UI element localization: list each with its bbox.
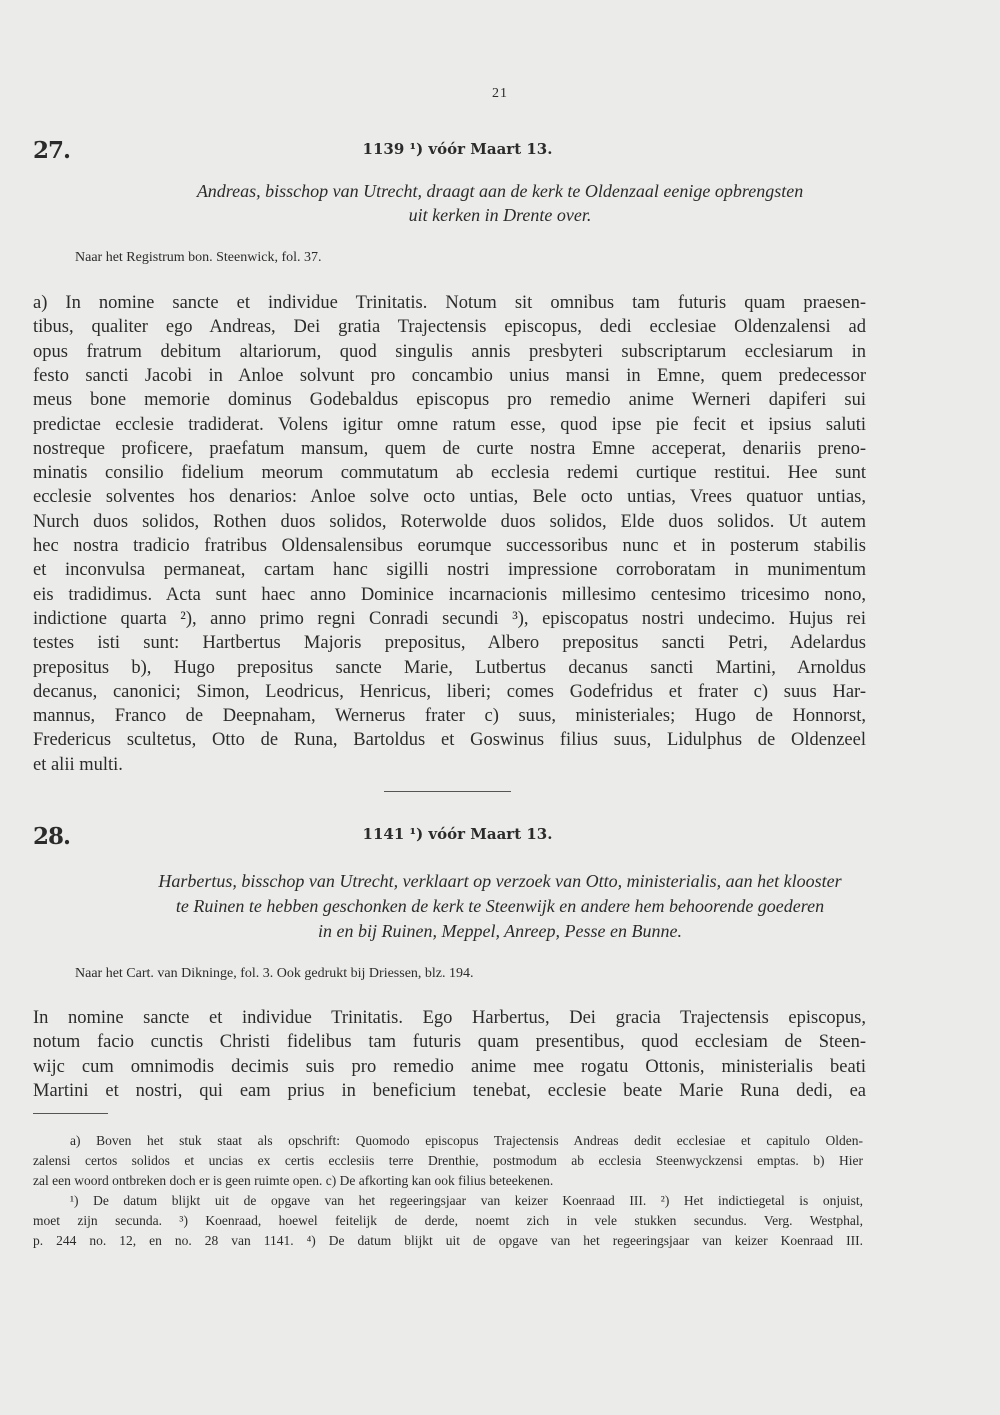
charter-28-text-line-4: Martini et nostri, qui eam prius in beneficium tenebat, ecclesie beate Marie Runa dedi, ea (33, 1080, 866, 1101)
charter-27-text-line-4: festo sancti Jacobi in Anloe solvunt pro concambio unius mansi in Emne, quem predecessor (33, 365, 866, 386)
charter-summary-28-line-1: Harbertus, bisschop van Utrecht, verklaart op verzoek van Otto, ministerialis, aan het klooster (158, 871, 842, 891)
charter-27-text-line-1: a) In nomine sancte et individue Trinitatis. Notum sit omnibus tam futuris quam praesen- (33, 293, 866, 313)
charter-28-text-line-1: In nomine sancte et individue Trinitatis. Ego Harbertus, Dei gracia Trajectensis episcopus, (33, 1008, 866, 1028)
charter-27-text-line-12: et inconvulsa permaneat, cartam hanc sigilli nostri impressione corroboratam in munimentum (33, 560, 866, 581)
charter-27-text-line-16: prepositus b), Hugo prepositus sancte Marie, Lutbertus decanus sancti Martini, Arnoldus (33, 657, 866, 678)
charter-27-text-line-18: mannus, Franco de Deepnaham, Wernerus frater c) suus, ministeriales; Hugo de Honnorst, (33, 706, 866, 727)
charter-27-text-line-13: eis tradidimus. Acta sunt haec anno Dominice incarnacionis millesimo centesimo tricesimo nono, (33, 584, 866, 605)
charter-27-text-line-15: testes isti sunt: Hartbertus Majoris prepositus, Albero prepositus sancti Petri, Adelardus (33, 633, 866, 654)
section-divider (384, 791, 511, 792)
charter-27-text-line-3: opus fratrum debitum altariorum, quod singulis annis presbyteri subscriptarum ecclesiarum in (33, 341, 866, 362)
charter-27-text-line-19: Fredericus scultetus, Otto de Runa, Bartoldus et Goswinus filius suus, Lidulphus de Oldenzeel (33, 730, 866, 751)
numbered-footnote-line-2: moet zijn secunda. ³) Koenraad, hoewel feitelijk de derde, noemt zich in vele stukken secundus. Verg. Westphal, (33, 1213, 863, 1228)
charter-date-27: 1139 ¹) vóór Maart 13. (362, 140, 553, 158)
charter-27-text-line-9: ecclesie solventes hos denarios: Anloe solve octo untias, Bele octo untias, Vrees quatuor untias, (33, 487, 866, 508)
charter-source-27: Naar het Registrum bon. Steenwick, fol. 37. (75, 250, 322, 265)
charter-27-text-line-7: nostreque proficere, praefatum mansum, quem de curte nostra Emne acceperat, denariis preno- (33, 438, 866, 459)
charter-number-27: 27. (33, 137, 71, 164)
letter-footnote-line-1: a) Boven het stuk staat als opschrift: Quomodo episcopus Trajectensis Andreas dedit ecclesiae et capitulo Olden- (70, 1133, 863, 1148)
numbered-footnote-line-1: ¹) De datum blijkt uit de opgave van het regeeringsjaar van keizer Koenraad III. ²) Het indictiegetal is onjuist, (70, 1193, 863, 1208)
charter-27-text-line-6: predictae ecclesie tradiderat. Volens igitur omne ratum esse, quod ipse pie fecit et ipsius saluti (33, 414, 866, 435)
charter-27-text-line-2: tibus, qualiter ego Andreas, Dei gratia Trajectensis episcopus, dedi ecclesiae Oldenzalensi ad (33, 317, 866, 338)
charter-28-text-line-2: notum facio cunctis Christi fidelibus tam futuris quam presentibus, quod ecclesiam de Steen- (33, 1032, 866, 1053)
charter-27-text-line-10: Nurch duos solidos, Rothen duos solidos, Roterwolde duos solidos, Elde duos solidos. Ut autem (33, 511, 866, 532)
letter-footnote-line-3: zal een woord ontbreken doch er is geen ruimte open. c) De afkorting kan ook filius beteekenen. (33, 1173, 554, 1188)
charter-27-text-line-20: et alii multi. (33, 754, 123, 775)
charter-summary-27-line-2: uit kerken in Drente over. (408, 205, 592, 225)
footnote-divider (33, 1113, 108, 1114)
numbered-footnote-line-3: p. 244 no. 12, en no. 28 van 1141. ⁴) De datum blijkt uit de opgave van het regeeringsjaar van keizer Koenraad III. (33, 1233, 863, 1248)
letter-footnote-line-2: zalensi certos solidos et uncias ex certis ecclesiis terre Drenthie, postmodum ab ecclesia Steenwyckzensi emptas. b) Hier (33, 1153, 863, 1168)
charter-27-text-line-17: decanus, canonici; Simon, Leodricus, Henricus, liberi; comes Godefridus et frater c) suus Har- (33, 681, 866, 702)
charter-28-text-line-3: wijc cum omnimodis decimis suis pro remedio anime mee rogatu Ottonis, ministerialis beati (33, 1056, 866, 1077)
page-number: 21 (492, 86, 508, 101)
charter-date-28: 1141 ¹) vóór Maart 13. (362, 825, 553, 843)
charter-number-28: 28. (33, 823, 71, 850)
charter-summary-28-line-3: in en bij Ruinen, Meppel, Anreep, Pesse en Bunne. (318, 921, 682, 941)
charter-27-text-line-8: minatis consilio fidelium meorum commutatum ab ecclesia redemi curtique restitui. Hee sunt (33, 463, 866, 484)
charter-summary-27-line-1: Andreas, bisschop van Utrecht, draagt aan de kerk te Oldenzaal eenige opbrengsten (196, 181, 804, 201)
charter-summary-28-line-2: te Ruinen te hebben geschonken de kerk te Steenwijk en andere hem behoorende goederen (175, 896, 825, 916)
charter-27-text-line-11: hec nostra tradicio fratribus Oldensalensibus eorumque successoribus nunc et in posterum stabilis (33, 536, 866, 556)
charter-27-text-line-14: indictione quarta ²), anno primo regni Conradi secundi ³), episcopatus nostri undecimo. Hujus rei (33, 608, 866, 629)
charter-source-28: Naar het Cart. van Dikninge, fol. 3. Ook gedrukt bij Driessen, blz. 194. (75, 966, 474, 981)
charter-27-text-line-5: meus bone memorie dominus Godebaldus episcopus pro remedio anime Werneri dapiferi sui (33, 390, 866, 411)
